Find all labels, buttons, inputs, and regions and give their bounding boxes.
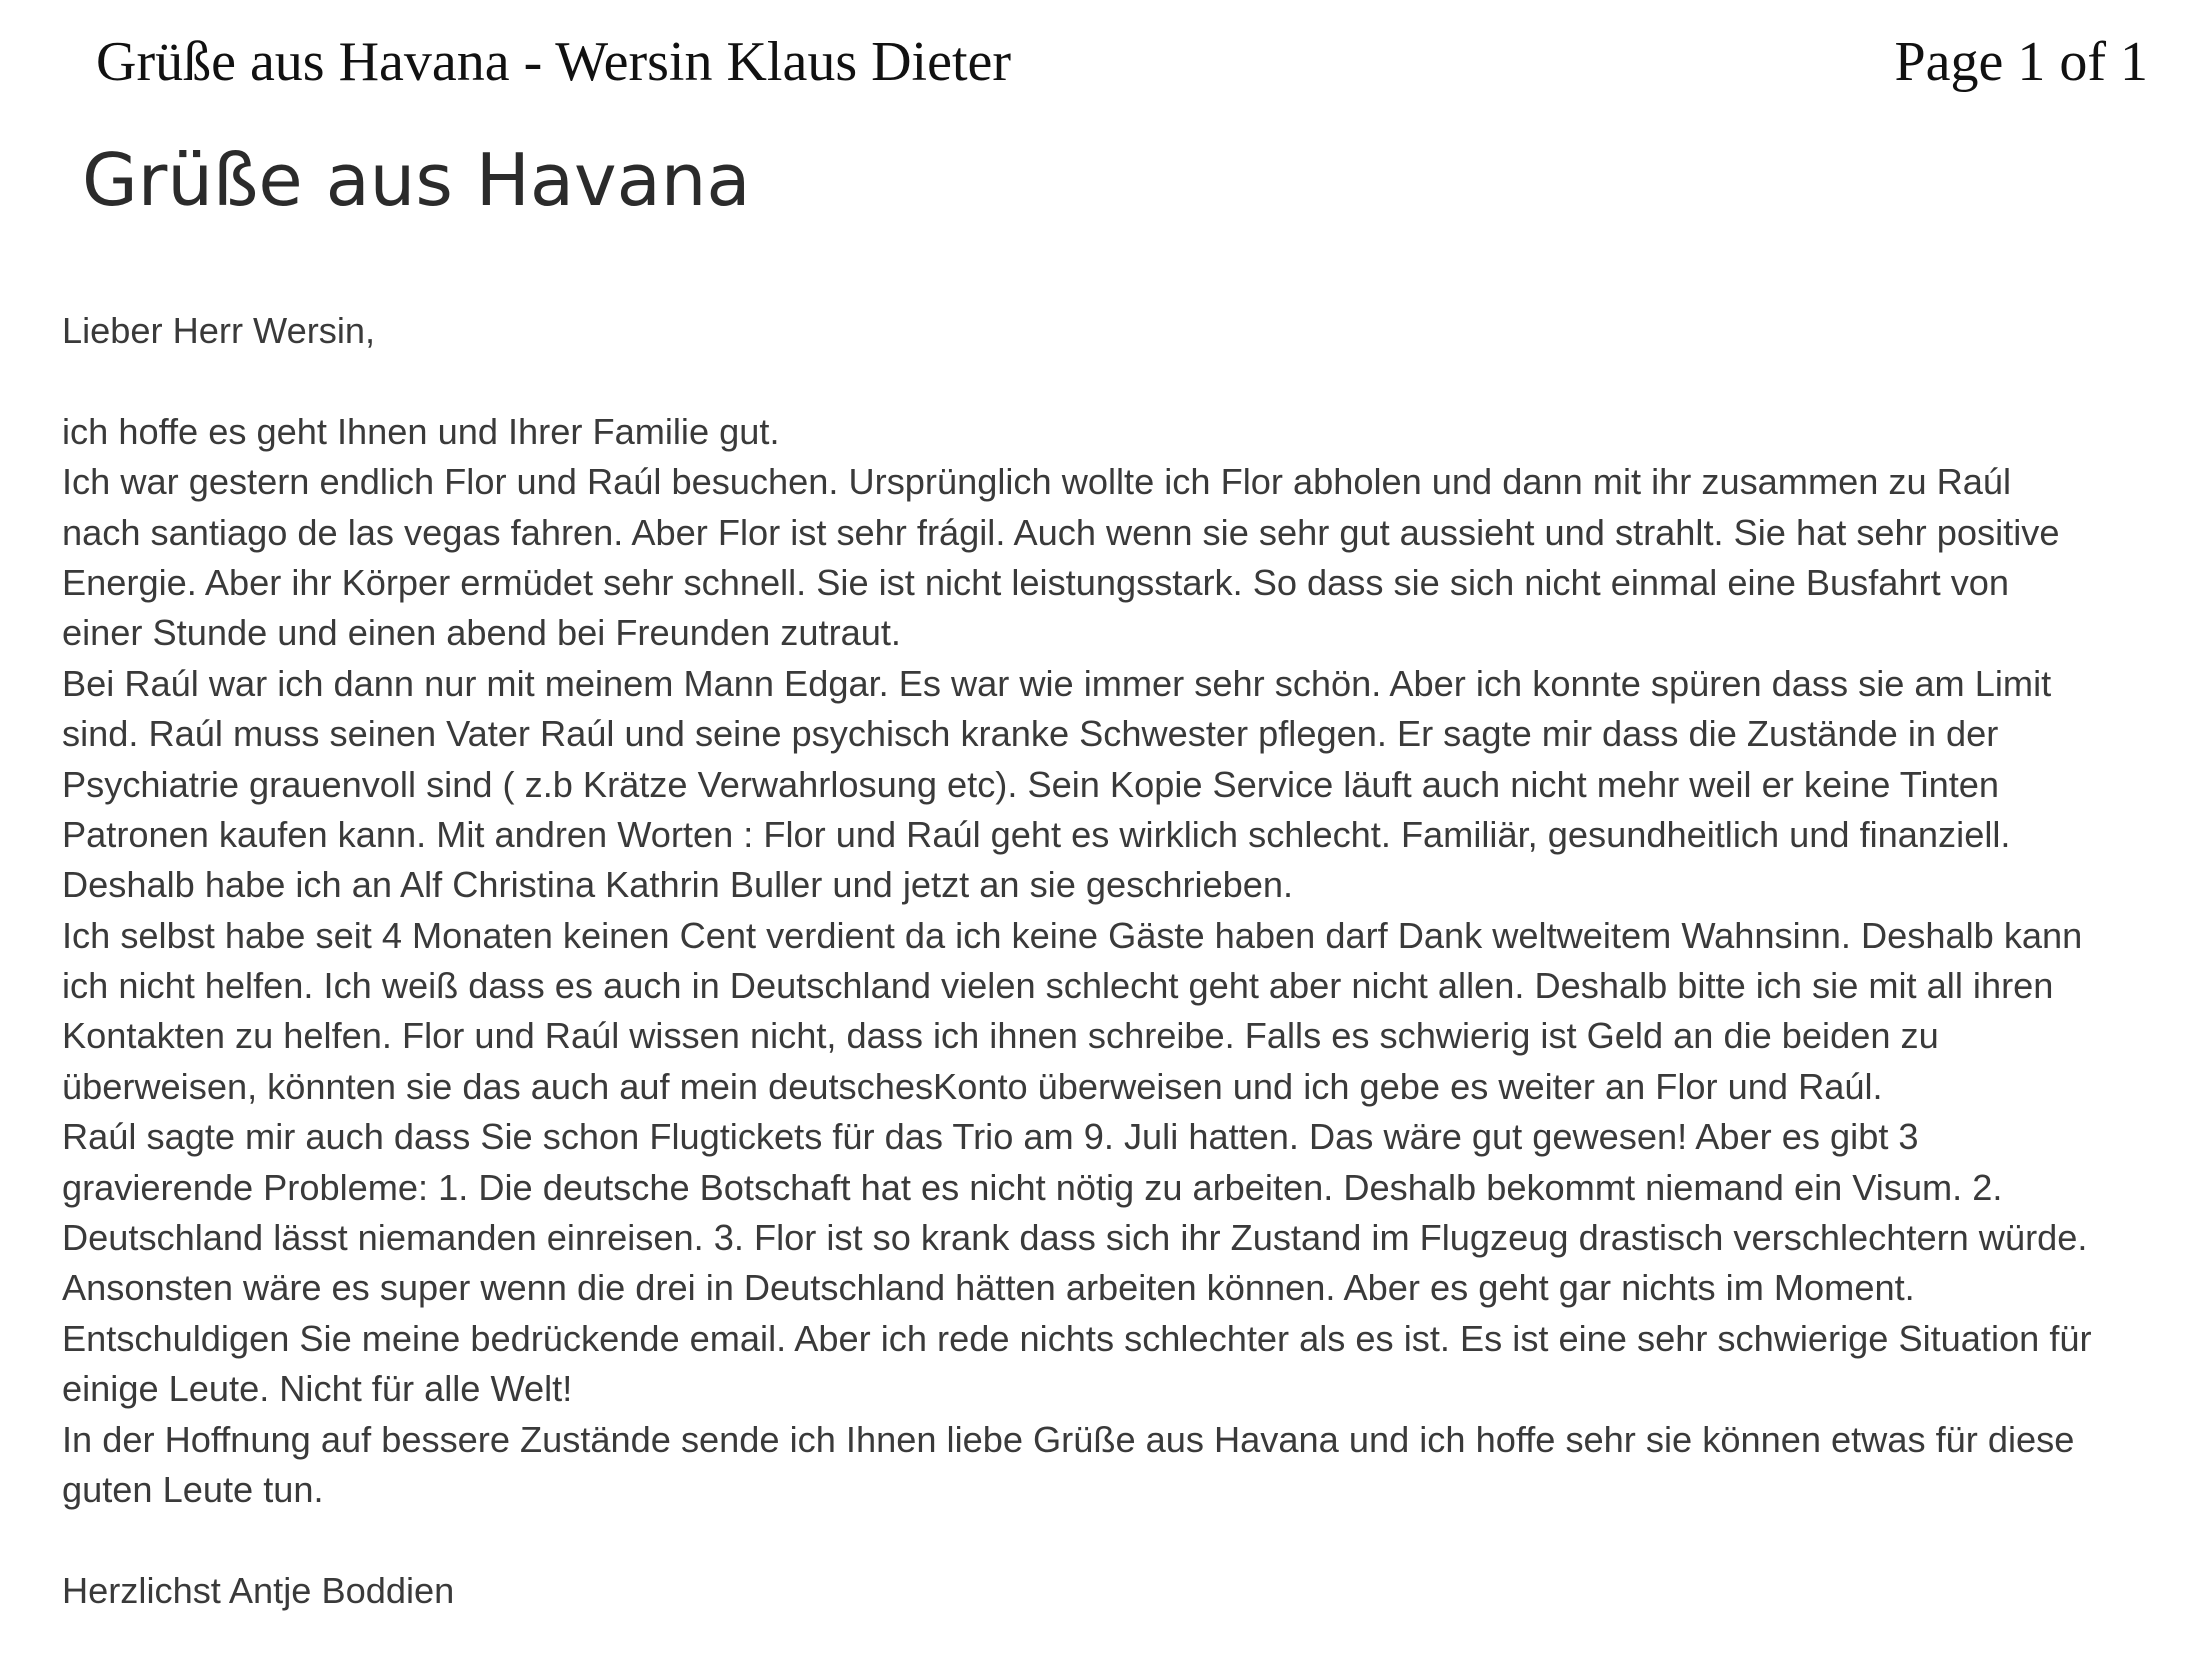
- document-title: Grüße aus Havana: [82, 138, 751, 222]
- salutation: Lieber Herr Wersin,: [62, 310, 376, 351]
- body-line: nach santiago de las vegas fahren. Aber Flor ist sehr frágil. Auch wenn sie sehr gut aussieht und strahlt. Sie hat sehr positive: [62, 511, 2060, 553]
- body-line: Ich selbst habe seit 4 Monaten keinen Cent verdient da ich keine Gäste haben darf Dank weltweitem Wahnsinn. Deshalb kann: [62, 914, 2083, 956]
- body-line: Entschuldigen Sie meine bedrückende email. Aber ich rede nichts schlechter als es ist. Es ist eine sehr schwierige Situation für: [62, 1317, 2092, 1359]
- letter-body: [62, 306, 2172, 1616]
- body-line: Bei Raúl war ich dann nur mit meinem Mann Edgar. Es war wie immer sehr schön. Aber ich konnte spüren dass sie am Limit: [62, 662, 2052, 704]
- body-line: In der Hoffnung auf bessere Zustände sende ich Ihnen liebe Grüße aus Havana und ich hoffe sehr sie können etwas für diese: [62, 1418, 2075, 1460]
- body-line: Ich war gestern endlich Flor und Raúl besuchen. Ursprünglich wollte ich Flor abholen und dann mit ihr zusammen zu Raúl: [62, 461, 2012, 503]
- paragraph-gap: [62, 356, 2172, 406]
- page-indicator: Page 1 of 1: [1894, 31, 2148, 93]
- body-line: Patronen kaufen kann. Mit andren Worten : Flor und Raúl geht es wirklich schlecht. Familiär, gesundheitlich und finanziell.: [62, 813, 2011, 855]
- closing-signature: Herzlichst Antje Boddien: [62, 1569, 455, 1611]
- body-line: Ansonsten wäre es super wenn die drei in Deutschland hätten arbeiten können. Aber es geht gar nichts im Moment.: [62, 1267, 1915, 1309]
- body-line: guten Leute tun.: [62, 1468, 324, 1510]
- body-line: Psychiatrie grauenvoll sind ( z.b Krätze Verwahrlosung etc). Sein Kopie Service läuft auch nicht mehr weil er keine Tinten: [62, 763, 2000, 805]
- body-line: einer Stunde und einen abend bei Freunden zutraut.: [62, 612, 901, 654]
- body-line: sind. Raúl muss seinen Vater Raúl und seine psychisch kranke Schwester pflegen. Er sagte mir dass die Zustände in der: [62, 713, 1999, 755]
- body-line: ich nicht helfen. Ich weiß dass es auch in Deutschland vielen schlecht geht aber nicht allen. Deshalb bitte ich sie mit all ihren: [62, 965, 2054, 1007]
- paragraph-gap: [62, 1515, 2172, 1565]
- print-header: [96, 22, 2148, 102]
- header-title: Grüße aus Havana - Wersin Klaus Dieter: [96, 31, 1012, 93]
- body-line: gravierende Probleme: 1. Die deutsche Botschaft hat es nicht nötig zu arbeiten. Deshalb bekommt niemand ein Visum. 2.: [62, 1166, 2003, 1208]
- body-line: Deshalb habe ich an Alf Christina Kathrin Buller und jetzt an sie geschrieben.: [62, 864, 1294, 906]
- body-line: ich hoffe es geht Ihnen und Ihrer Familie gut.: [62, 410, 780, 452]
- body-line: überweisen, könnten sie das auch auf mein deutschesKonto überweisen und ich gebe es weiter an Flor und Raúl.: [62, 1065, 1883, 1107]
- body-line: Kontakten zu helfen. Flor und Raúl wissen nicht, dass ich ihnen schreibe. Falls es schwierig ist Geld an die beiden zu: [62, 1015, 1939, 1057]
- body-line: Raúl sagte mir auch dass Sie schon Flugtickets für das Trio am 9. Juli hatten. Das wäre gut gewesen! Aber es gibt 3: [62, 1116, 1919, 1158]
- body-line: Deutschland lässt niemanden einreisen. 3. Flor ist so krank dass sich ihr Zustand im Flugzeug drastisch verschlechtern würde.: [62, 1217, 2088, 1259]
- body-line: Energie. Aber ihr Körper ermüdet sehr schnell. Sie ist nicht leistungsstark. So dass sie sich nicht einmal eine Busfahrt von: [62, 561, 2010, 603]
- body-line: einige Leute. Nicht für alle Welt!: [62, 1368, 573, 1410]
